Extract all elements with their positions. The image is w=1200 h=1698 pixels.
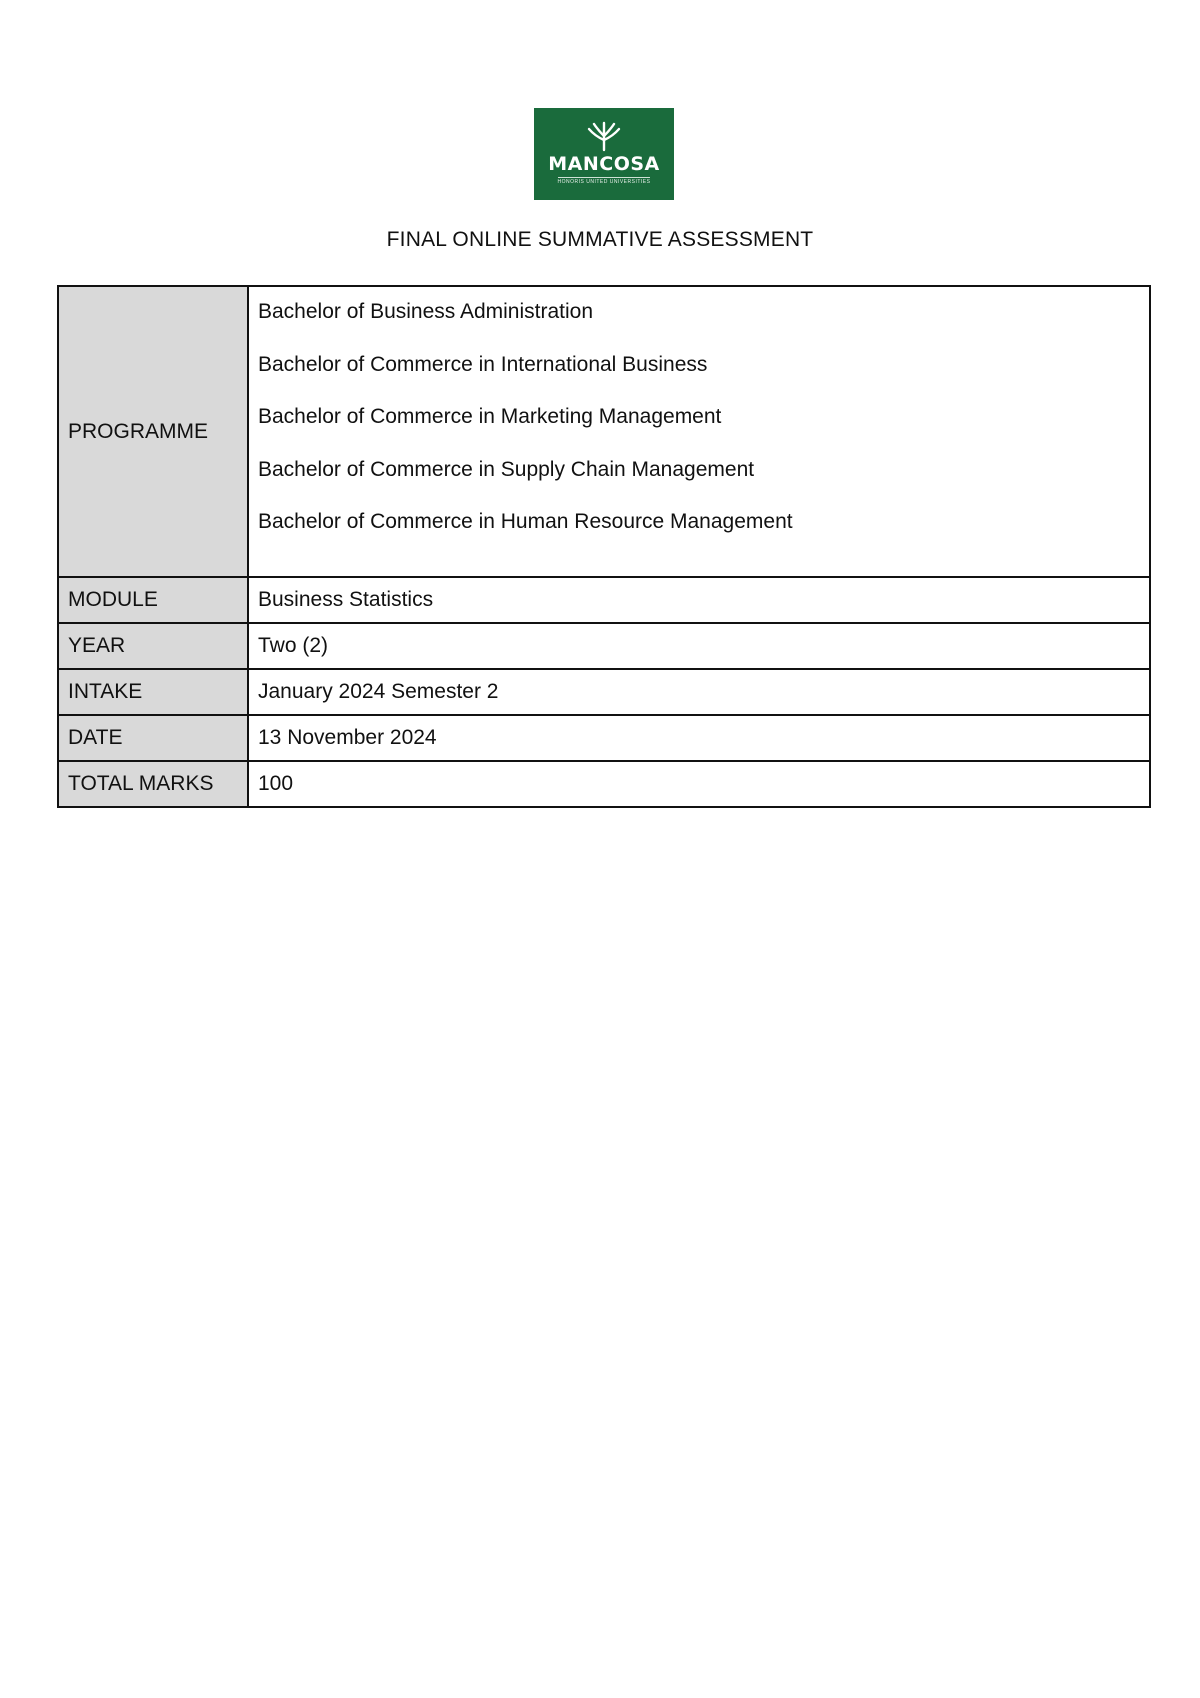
tree-logo-icon bbox=[584, 120, 624, 152]
programme-item: Bachelor of Commerce in Marketing Management bbox=[258, 405, 722, 428]
total-marks-label: TOTAL MARKS bbox=[58, 761, 248, 807]
programme-item: Bachelor of Commerce in Human Resource Management bbox=[258, 510, 793, 533]
table-row-programme bbox=[58, 286, 1150, 577]
programme-item: Bachelor of Commerce in Supply Chain Management bbox=[258, 457, 755, 481]
table-row-date bbox=[58, 715, 1150, 761]
logo-wordmark: MANCOSA bbox=[548, 153, 660, 175]
programme-item: Bachelor of Commerce in International Business bbox=[258, 352, 708, 376]
table-row-year bbox=[58, 623, 1150, 669]
table-row-intake bbox=[58, 669, 1150, 715]
mancosa-logo bbox=[534, 108, 674, 200]
date-label: DATE bbox=[58, 715, 248, 761]
assessment-info-table bbox=[57, 285, 1151, 808]
programme-item: Bachelor of Business Administration bbox=[258, 300, 594, 323]
table-row-total-marks bbox=[58, 761, 1150, 807]
page-title: FINAL ONLINE SUMMATIVE ASSESSMENT bbox=[386, 228, 814, 251]
year-value: Two (2) bbox=[248, 623, 1150, 669]
programme-label: PROGRAMME bbox=[58, 286, 248, 577]
module-value: Business Statistics bbox=[248, 577, 1150, 623]
logo-tagline: HONORIS UNITED UNIVERSITIES bbox=[557, 179, 651, 185]
year-label: YEAR bbox=[58, 623, 248, 669]
date-value: 13 November 2024 bbox=[248, 715, 1150, 761]
module-label: MODULE bbox=[58, 577, 248, 623]
intake-label: INTAKE bbox=[58, 669, 248, 715]
intake-value: January 2024 Semester 2 bbox=[248, 669, 1150, 715]
total-marks-value: 100 bbox=[248, 761, 1150, 807]
table-row-module bbox=[58, 577, 1150, 623]
programme-list bbox=[248, 286, 1150, 577]
